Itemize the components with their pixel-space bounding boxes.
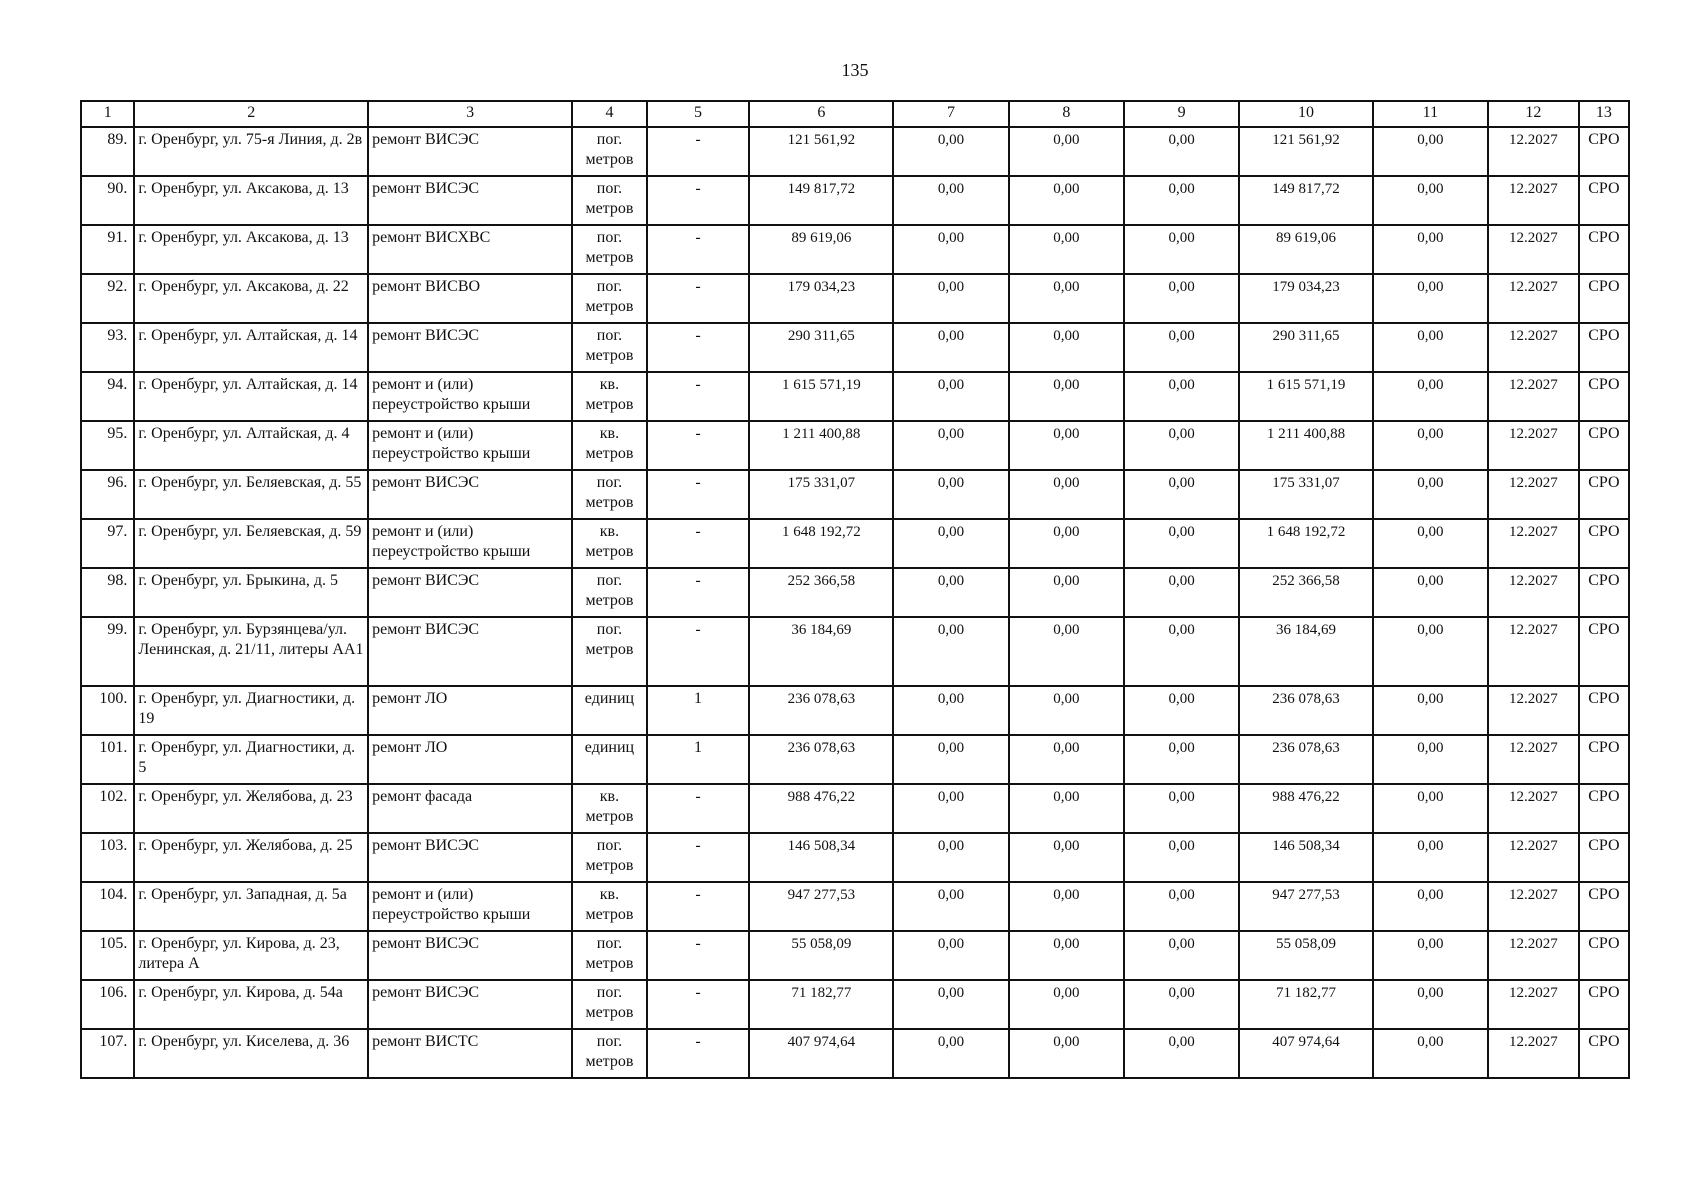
work-type-cell: ремонт ЛО: [368, 686, 572, 735]
column-9-cell: 0,00: [1124, 519, 1239, 568]
column-8-cell: 0,00: [1009, 882, 1124, 931]
column-10-cell: 1 211 400,88: [1239, 421, 1372, 470]
quantity-cell: -: [647, 784, 749, 833]
column-8-cell: 0,00: [1009, 225, 1124, 274]
total-cost-cell: 149 817,72: [749, 176, 893, 225]
work-type-cell: ремонт ВИСЭС: [368, 931, 572, 980]
completion-date-cell: 12.2027: [1488, 735, 1579, 784]
quantity-cell: -: [647, 176, 749, 225]
total-cost-cell: 290 311,65: [749, 323, 893, 372]
address-cell: г. Оренбург, ул. Желябова, д. 25: [134, 833, 368, 882]
work-type-cell: ремонт ЛО: [368, 735, 572, 784]
organization-cell: СРО: [1579, 225, 1629, 274]
unit-cell: единиц: [572, 686, 647, 735]
row-number-cell: 96.: [81, 470, 134, 519]
total-cost-cell: 407 974,64: [749, 1029, 893, 1078]
column-11-cell: 0,00: [1373, 421, 1488, 470]
table-row: [81, 1029, 1629, 1078]
organization-cell: СРО: [1579, 127, 1629, 176]
row-number-cell: 99.: [81, 617, 134, 686]
work-schedule-table: [80, 100, 1630, 1079]
address-cell: г. Оренбург, ул. Кирова, д. 23, литера А: [134, 931, 368, 980]
column-7-cell: 0,00: [893, 372, 1008, 421]
total-cost-cell: 1 615 571,19: [749, 372, 893, 421]
quantity-cell: -: [647, 421, 749, 470]
column-7-cell: 0,00: [893, 421, 1008, 470]
column-11-cell: 0,00: [1373, 980, 1488, 1029]
column-11-cell: 0,00: [1373, 1029, 1488, 1078]
column-10-cell: 290 311,65: [1239, 323, 1372, 372]
row-number-cell: 90.: [81, 176, 134, 225]
column-header: 12: [1488, 101, 1579, 127]
column-header: 4: [572, 101, 647, 127]
table-row: [81, 372, 1629, 421]
unit-cell: кв. метров: [572, 519, 647, 568]
row-number-cell: 104.: [81, 882, 134, 931]
column-11-cell: 0,00: [1373, 323, 1488, 372]
column-10-cell: 1 648 192,72: [1239, 519, 1372, 568]
completion-date-cell: 12.2027: [1488, 127, 1579, 176]
total-cost-cell: 236 078,63: [749, 686, 893, 735]
unit-cell: пог. метров: [572, 568, 647, 617]
table-row: [81, 980, 1629, 1029]
unit-cell: кв. метров: [572, 372, 647, 421]
column-header: 11: [1373, 101, 1488, 127]
column-11-cell: 0,00: [1373, 833, 1488, 882]
column-8-cell: 0,00: [1009, 470, 1124, 519]
column-10-cell: 146 508,34: [1239, 833, 1372, 882]
column-9-cell: 0,00: [1124, 470, 1239, 519]
organization-cell: СРО: [1579, 833, 1629, 882]
column-10-cell: 89 619,06: [1239, 225, 1372, 274]
total-cost-cell: 121 561,92: [749, 127, 893, 176]
total-cost-cell: 1 648 192,72: [749, 519, 893, 568]
column-10-cell: 71 182,77: [1239, 980, 1372, 1029]
address-cell: г. Оренбург, ул. Беляевская, д. 59: [134, 519, 368, 568]
column-11-cell: 0,00: [1373, 882, 1488, 931]
column-8-cell: 0,00: [1009, 980, 1124, 1029]
unit-cell: пог. метров: [572, 1029, 647, 1078]
column-8-cell: 0,00: [1009, 617, 1124, 686]
work-type-cell: ремонт ВИСЭС: [368, 176, 572, 225]
row-number-cell: 89.: [81, 127, 134, 176]
row-number-cell: 93.: [81, 323, 134, 372]
organization-cell: СРО: [1579, 274, 1629, 323]
table-row: [81, 882, 1629, 931]
table-row: [81, 274, 1629, 323]
row-number-cell: 103.: [81, 833, 134, 882]
column-11-cell: 0,00: [1373, 274, 1488, 323]
quantity-cell: -: [647, 833, 749, 882]
quantity-cell: 1: [647, 735, 749, 784]
row-number-cell: 94.: [81, 372, 134, 421]
column-8-cell: 0,00: [1009, 931, 1124, 980]
quantity-cell: -: [647, 617, 749, 686]
work-type-cell: ремонт фасада: [368, 784, 572, 833]
column-7-cell: 0,00: [893, 931, 1008, 980]
row-number-cell: 97.: [81, 519, 134, 568]
table-row: [81, 735, 1629, 784]
row-number-cell: 98.: [81, 568, 134, 617]
organization-cell: СРО: [1579, 784, 1629, 833]
unit-cell: пог. метров: [572, 274, 647, 323]
quantity-cell: -: [647, 372, 749, 421]
address-cell: г. Оренбург, ул. Алтайская, д. 14: [134, 323, 368, 372]
unit-cell: пог. метров: [572, 617, 647, 686]
work-type-cell: ремонт ВИСТС: [368, 1029, 572, 1078]
table-row: [81, 127, 1629, 176]
column-8-cell: 0,00: [1009, 274, 1124, 323]
total-cost-cell: 1 211 400,88: [749, 421, 893, 470]
column-9-cell: 0,00: [1124, 421, 1239, 470]
column-11-cell: 0,00: [1373, 519, 1488, 568]
work-type-cell: ремонт ВИСЭС: [368, 980, 572, 1029]
column-9-cell: 0,00: [1124, 980, 1239, 1029]
column-10-cell: 236 078,63: [1239, 735, 1372, 784]
total-cost-cell: 252 366,58: [749, 568, 893, 617]
work-type-cell: ремонт ВИСХВС: [368, 225, 572, 274]
column-7-cell: 0,00: [893, 274, 1008, 323]
work-type-cell: ремонт ВИСЭС: [368, 617, 572, 686]
address-cell: г. Оренбург, ул. Киселева, д. 36: [134, 1029, 368, 1078]
completion-date-cell: 12.2027: [1488, 274, 1579, 323]
column-8-cell: 0,00: [1009, 176, 1124, 225]
column-7-cell: 0,00: [893, 735, 1008, 784]
column-11-cell: 0,00: [1373, 735, 1488, 784]
organization-cell: СРО: [1579, 323, 1629, 372]
address-cell: г. Оренбург, ул. Желябова, д. 23: [134, 784, 368, 833]
row-number-cell: 107.: [81, 1029, 134, 1078]
column-8-cell: 0,00: [1009, 784, 1124, 833]
quantity-cell: -: [647, 980, 749, 1029]
table-row: [81, 686, 1629, 735]
quantity-cell: 1: [647, 686, 749, 735]
table-row: [81, 519, 1629, 568]
row-number-cell: 92.: [81, 274, 134, 323]
row-number-cell: 106.: [81, 980, 134, 1029]
table-row: [81, 784, 1629, 833]
completion-date-cell: 12.2027: [1488, 686, 1579, 735]
address-cell: г. Оренбург, ул. Брыкина, д. 5: [134, 568, 368, 617]
column-10-cell: 175 331,07: [1239, 470, 1372, 519]
completion-date-cell: 12.2027: [1488, 568, 1579, 617]
column-9-cell: 0,00: [1124, 686, 1239, 735]
completion-date-cell: 12.2027: [1488, 323, 1579, 372]
column-9-cell: 0,00: [1124, 568, 1239, 617]
organization-cell: СРО: [1579, 882, 1629, 931]
address-cell: г. Оренбург, ул. Западная, д. 5а: [134, 882, 368, 931]
column-8-cell: 0,00: [1009, 323, 1124, 372]
table-row: [81, 225, 1629, 274]
table-row: [81, 176, 1629, 225]
column-header: 6: [749, 101, 893, 127]
row-number-cell: 101.: [81, 735, 134, 784]
completion-date-cell: 12.2027: [1488, 833, 1579, 882]
quantity-cell: -: [647, 931, 749, 980]
work-type-cell: ремонт и (или) переустройство крыши: [368, 882, 572, 931]
quantity-cell: -: [647, 225, 749, 274]
total-cost-cell: 175 331,07: [749, 470, 893, 519]
column-header: 2: [134, 101, 368, 127]
table-header-row: [81, 101, 1629, 127]
organization-cell: СРО: [1579, 421, 1629, 470]
work-type-cell: ремонт ВИСЭС: [368, 833, 572, 882]
quantity-cell: -: [647, 470, 749, 519]
column-header: 8: [1009, 101, 1124, 127]
address-cell: г. Оренбург, ул. Диагностики, д. 5: [134, 735, 368, 784]
column-9-cell: 0,00: [1124, 225, 1239, 274]
total-cost-cell: 988 476,22: [749, 784, 893, 833]
organization-cell: СРО: [1579, 568, 1629, 617]
column-7-cell: 0,00: [893, 882, 1008, 931]
address-cell: г. Оренбург, ул. Алтайская, д. 4: [134, 421, 368, 470]
column-9-cell: 0,00: [1124, 274, 1239, 323]
column-7-cell: 0,00: [893, 470, 1008, 519]
work-type-cell: ремонт и (или) переустройство крыши: [368, 421, 572, 470]
quantity-cell: -: [647, 568, 749, 617]
column-8-cell: 0,00: [1009, 421, 1124, 470]
table-row: [81, 931, 1629, 980]
total-cost-cell: 236 078,63: [749, 735, 893, 784]
column-10-cell: 947 277,53: [1239, 882, 1372, 931]
table-row: [81, 470, 1629, 519]
column-11-cell: 0,00: [1373, 784, 1488, 833]
column-header: 13: [1579, 101, 1629, 127]
organization-cell: СРО: [1579, 931, 1629, 980]
column-9-cell: 0,00: [1124, 176, 1239, 225]
work-type-cell: ремонт и (или) переустройство крыши: [368, 519, 572, 568]
address-cell: г. Оренбург, ул. Бурзянцева/ул. Ленинская, д. 21/11, литеры АА1: [134, 617, 368, 686]
address-cell: г. Оренбург, ул. Алтайская, д. 14: [134, 372, 368, 421]
column-11-cell: 0,00: [1373, 372, 1488, 421]
unit-cell: кв. метров: [572, 882, 647, 931]
work-type-cell: ремонт ВИСЭС: [368, 127, 572, 176]
column-header: 1: [81, 101, 134, 127]
column-8-cell: 0,00: [1009, 568, 1124, 617]
column-header: 5: [647, 101, 749, 127]
completion-date-cell: 12.2027: [1488, 470, 1579, 519]
column-header: 3: [368, 101, 572, 127]
column-8-cell: 0,00: [1009, 686, 1124, 735]
column-7-cell: 0,00: [893, 323, 1008, 372]
completion-date-cell: 12.2027: [1488, 372, 1579, 421]
address-cell: г. Оренбург, ул. Диагностики, д. 19: [134, 686, 368, 735]
column-8-cell: 0,00: [1009, 372, 1124, 421]
column-header: 7: [893, 101, 1008, 127]
table-row: [81, 421, 1629, 470]
column-10-cell: 1 615 571,19: [1239, 372, 1372, 421]
unit-cell: пог. метров: [572, 176, 647, 225]
unit-cell: пог. метров: [572, 127, 647, 176]
column-10-cell: 36 184,69: [1239, 617, 1372, 686]
address-cell: г. Оренбург, ул. Аксакова, д. 13: [134, 225, 368, 274]
unit-cell: пог. метров: [572, 931, 647, 980]
completion-date-cell: 12.2027: [1488, 225, 1579, 274]
column-7-cell: 0,00: [893, 568, 1008, 617]
column-7-cell: 0,00: [893, 225, 1008, 274]
column-10-cell: 252 366,58: [1239, 568, 1372, 617]
address-cell: г. Оренбург, ул. Беляевская, д. 55: [134, 470, 368, 519]
unit-cell: пог. метров: [572, 980, 647, 1029]
column-11-cell: 0,00: [1373, 617, 1488, 686]
total-cost-cell: 146 508,34: [749, 833, 893, 882]
column-11-cell: 0,00: [1373, 225, 1488, 274]
column-7-cell: 0,00: [893, 1029, 1008, 1078]
total-cost-cell: 71 182,77: [749, 980, 893, 1029]
completion-date-cell: 12.2027: [1488, 980, 1579, 1029]
column-10-cell: 121 561,92: [1239, 127, 1372, 176]
column-10-cell: 179 034,23: [1239, 274, 1372, 323]
quantity-cell: -: [647, 1029, 749, 1078]
column-10-cell: 55 058,09: [1239, 931, 1372, 980]
column-11-cell: 0,00: [1373, 127, 1488, 176]
column-8-cell: 0,00: [1009, 1029, 1124, 1078]
column-9-cell: 0,00: [1124, 784, 1239, 833]
address-cell: г. Оренбург, ул. 75-я Линия, д. 2в: [134, 127, 368, 176]
work-type-cell: ремонт ВИСЭС: [368, 568, 572, 617]
total-cost-cell: 55 058,09: [749, 931, 893, 980]
organization-cell: СРО: [1579, 470, 1629, 519]
page-number: 135: [841, 60, 869, 80]
row-number-cell: 102.: [81, 784, 134, 833]
column-7-cell: 0,00: [893, 784, 1008, 833]
organization-cell: СРО: [1579, 519, 1629, 568]
table-row: [81, 617, 1629, 686]
address-cell: г. Оренбург, ул. Кирова, д. 54а: [134, 980, 368, 1029]
column-9-cell: 0,00: [1124, 882, 1239, 931]
column-9-cell: 0,00: [1124, 833, 1239, 882]
column-7-cell: 0,00: [893, 617, 1008, 686]
column-10-cell: 236 078,63: [1239, 686, 1372, 735]
column-7-cell: 0,00: [893, 519, 1008, 568]
column-9-cell: 0,00: [1124, 372, 1239, 421]
column-9-cell: 0,00: [1124, 735, 1239, 784]
organization-cell: СРО: [1579, 1029, 1629, 1078]
table-row: [81, 833, 1629, 882]
column-9-cell: 0,00: [1124, 323, 1239, 372]
completion-date-cell: 12.2027: [1488, 931, 1579, 980]
work-type-cell: ремонт и (или) переустройство крыши: [368, 372, 572, 421]
column-8-cell: 0,00: [1009, 127, 1124, 176]
organization-cell: СРО: [1579, 617, 1629, 686]
column-11-cell: 0,00: [1373, 176, 1488, 225]
column-11-cell: 0,00: [1373, 686, 1488, 735]
completion-date-cell: 12.2027: [1488, 519, 1579, 568]
column-7-cell: 0,00: [893, 980, 1008, 1029]
address-cell: г. Оренбург, ул. Аксакова, д. 13: [134, 176, 368, 225]
organization-cell: СРО: [1579, 686, 1629, 735]
address-cell: г. Оренбург, ул. Аксакова, д. 22: [134, 274, 368, 323]
column-8-cell: 0,00: [1009, 735, 1124, 784]
row-number-cell: 105.: [81, 931, 134, 980]
completion-date-cell: 12.2027: [1488, 1029, 1579, 1078]
quantity-cell: -: [647, 519, 749, 568]
row-number-cell: 100.: [81, 686, 134, 735]
table-row: [81, 568, 1629, 617]
column-11-cell: 0,00: [1373, 931, 1488, 980]
column-11-cell: 0,00: [1373, 568, 1488, 617]
total-cost-cell: 947 277,53: [749, 882, 893, 931]
table-row: [81, 323, 1629, 372]
column-header: 9: [1124, 101, 1239, 127]
column-9-cell: 0,00: [1124, 1029, 1239, 1078]
column-11-cell: 0,00: [1373, 470, 1488, 519]
row-number-cell: 95.: [81, 421, 134, 470]
quantity-cell: -: [647, 127, 749, 176]
organization-cell: СРО: [1579, 176, 1629, 225]
unit-cell: пог. метров: [572, 470, 647, 519]
unit-cell: пог. метров: [572, 323, 647, 372]
column-9-cell: 0,00: [1124, 931, 1239, 980]
quantity-cell: -: [647, 323, 749, 372]
unit-cell: кв. метров: [572, 421, 647, 470]
column-7-cell: 0,00: [893, 176, 1008, 225]
unit-cell: пог. метров: [572, 833, 647, 882]
column-9-cell: 0,00: [1124, 617, 1239, 686]
completion-date-cell: 12.2027: [1488, 784, 1579, 833]
column-7-cell: 0,00: [893, 127, 1008, 176]
column-header: 10: [1239, 101, 1372, 127]
unit-cell: кв. метров: [572, 784, 647, 833]
quantity-cell: -: [647, 882, 749, 931]
column-7-cell: 0,00: [893, 833, 1008, 882]
work-type-cell: ремонт ВИСЭС: [368, 470, 572, 519]
column-10-cell: 407 974,64: [1239, 1029, 1372, 1078]
column-9-cell: 0,00: [1124, 127, 1239, 176]
column-8-cell: 0,00: [1009, 833, 1124, 882]
total-cost-cell: 179 034,23: [749, 274, 893, 323]
quantity-cell: -: [647, 274, 749, 323]
work-type-cell: ремонт ВИСЭС: [368, 323, 572, 372]
column-8-cell: 0,00: [1009, 519, 1124, 568]
work-type-cell: ремонт ВИСВО: [368, 274, 572, 323]
organization-cell: СРО: [1579, 735, 1629, 784]
row-number-cell: 91.: [81, 225, 134, 274]
total-cost-cell: 36 184,69: [749, 617, 893, 686]
column-10-cell: 988 476,22: [1239, 784, 1372, 833]
completion-date-cell: 12.2027: [1488, 421, 1579, 470]
completion-date-cell: 12.2027: [1488, 882, 1579, 931]
unit-cell: пог. метров: [572, 225, 647, 274]
total-cost-cell: 89 619,06: [749, 225, 893, 274]
completion-date-cell: 12.2027: [1488, 617, 1579, 686]
completion-date-cell: 12.2027: [1488, 176, 1579, 225]
column-10-cell: 149 817,72: [1239, 176, 1372, 225]
column-7-cell: 0,00: [893, 686, 1008, 735]
organization-cell: СРО: [1579, 372, 1629, 421]
unit-cell: единиц: [572, 735, 647, 784]
organization-cell: СРО: [1579, 980, 1629, 1029]
